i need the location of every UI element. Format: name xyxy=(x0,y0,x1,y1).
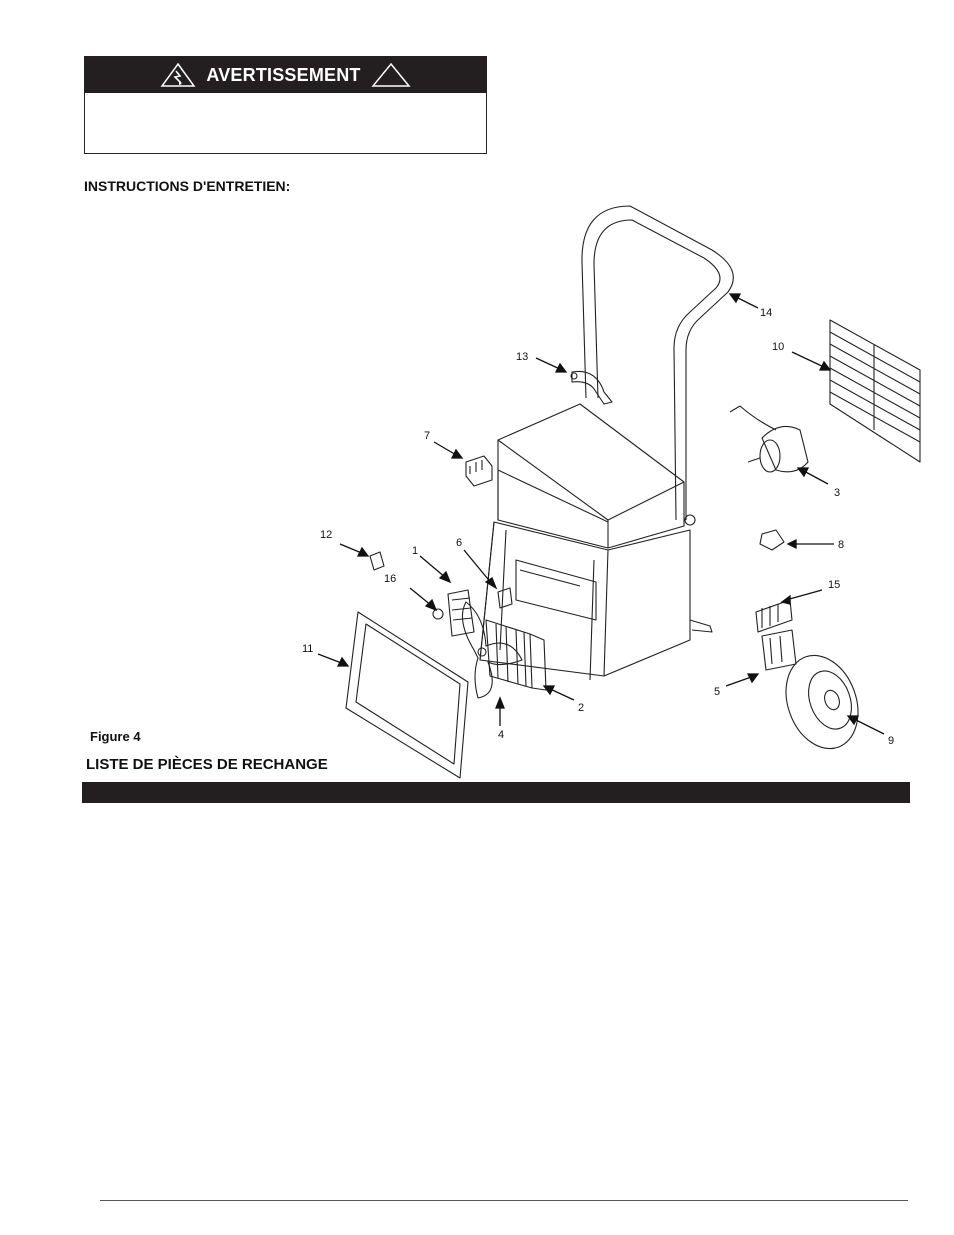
callout-5: 5 xyxy=(714,686,721,698)
warning-title: AVERTISSEMENT xyxy=(206,64,361,85)
callout-12: 12 xyxy=(320,529,333,541)
handle-tube xyxy=(582,206,733,520)
parts-table-header-bar xyxy=(82,782,910,803)
compressor-motor xyxy=(762,426,808,471)
callout-10: 10 xyxy=(772,341,785,353)
fan-motor xyxy=(448,590,474,636)
switch-part xyxy=(498,588,512,608)
heatsink-part xyxy=(756,600,792,632)
callout-11: 11 xyxy=(302,643,314,655)
wheel xyxy=(774,645,871,758)
rear-grille xyxy=(830,320,920,462)
footer-rule xyxy=(100,1200,908,1201)
callout-15: 15 xyxy=(828,579,841,591)
callout-13: 13 xyxy=(516,351,529,363)
callout-9: 9 xyxy=(888,735,895,747)
callout-8: 8 xyxy=(838,539,845,551)
callout-16: 16 xyxy=(384,573,397,585)
figure-caption: Figure 4 xyxy=(90,729,141,744)
callout-2: 2 xyxy=(578,702,585,714)
callout-3: 3 xyxy=(834,487,841,499)
cabinet-upper xyxy=(498,404,684,548)
contactor-part xyxy=(762,630,796,670)
thermostat-part xyxy=(370,552,384,570)
parts-list-heading: LISTE DE PIÈCES DE RECHANGE xyxy=(86,756,328,773)
maintenance-heading: INSTRUCTIONS D'ENTRETIEN: xyxy=(84,178,291,194)
sensor-part xyxy=(760,530,784,550)
callout-14: 14 xyxy=(760,307,773,319)
callout-4: 4 xyxy=(498,729,505,741)
callout-7: 7 xyxy=(424,430,431,442)
callout-6: 6 xyxy=(456,537,463,549)
capacitor-part xyxy=(433,609,443,619)
handle-bracket xyxy=(572,371,612,404)
callout-1: 1 xyxy=(412,545,419,557)
